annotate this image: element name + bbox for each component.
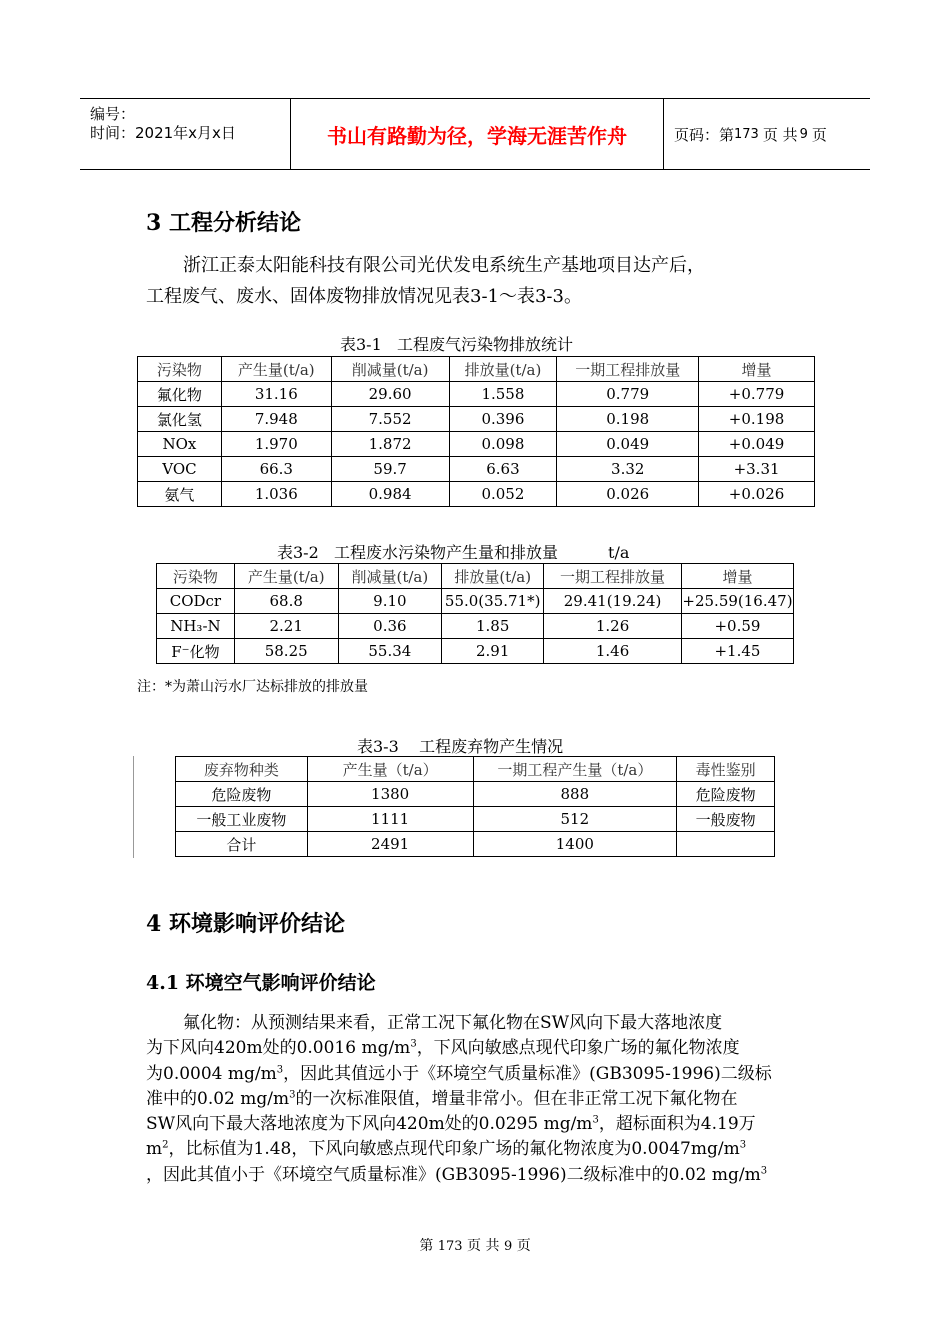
page-footer: 第 173 页 共 9 页	[419, 1238, 531, 1254]
table-3-3	[175, 756, 775, 857]
section-4-1-paragraph: 氟化物：从预测结果来看，正常工况下氟化物在SW风向下最大落地浓度 为下风向420m处的0.0016 $mg/m^3$，下风向敏感点现代印象广场的氟化物浓度 为0.0004 $mg/m^3$，因此其值远小于《环境空气质量标准》(GB3095-1996)二级标 准中的0.02 $mg/m^3$的一次标准限值，增量非常小。但在非正常工况下氟化物在 SW风向下最大落地浓度为下风向420m处的0.0295 $mg/m^3$，超标面积为4.19万 $m^2$，比标值为1.48，下风向敏感点现代印象广场的氟化物浓度为$0.0047mg/m^3$ ，因此其值小于《环境空气质量标准》(GB3095-1996)二级标准中的0.02 $mg/m^3$	[146, 1013, 772, 1185]
table-row: 氯化氢 7.948 7.552 0.396 0.198 +0.198	[138, 407, 815, 432]
table-header-row: 污染物 产生量(t/a) 削减量(t/a) 排放量(t/a) 一期工程排放量 增量	[138, 357, 815, 382]
table-row: 氟化物 31.16 29.60 1.558 0.779 +0.779	[138, 382, 815, 407]
table-row: NH₃-N 2.21 0.36 1.85 1.26 +0.59	[157, 614, 794, 639]
table-row: VOC 66.3 59.7 6.63 3.32 +3.31	[138, 457, 815, 482]
table-3-1-caption: 表3-1 工程废气污染物排放统计	[340, 335, 574, 354]
header-page-total: 9	[799, 126, 808, 142]
footer-page-total: 9	[503, 1239, 513, 1254]
table-row: 一般工业废物 1111 512 一般废物	[176, 807, 775, 832]
section-3-paragraph: 浙江正泰太阳能科技有限公司光伏发电系统生产基地项目达产后， 工程废气、废水、固体废物排放情况见表3-1～表3-3。	[146, 255, 705, 307]
table-3-2-unit: t/a	[608, 543, 630, 562]
table-3-2-caption: 表3-2 工程废水污染物产生量和排放量 t/a	[277, 543, 630, 562]
footer-page-number: 173	[437, 1239, 463, 1254]
section-3-title: 3 工程分析结论	[146, 210, 301, 236]
table-3-1	[137, 356, 815, 507]
table-3-2	[156, 563, 794, 664]
section-4-title: 4 环境影响评价结论	[146, 911, 345, 937]
table-row: NOx 1.970 1.872 0.098 0.049 +0.049	[138, 432, 815, 457]
header-page-number: 173	[734, 126, 759, 142]
section-4-1-title: 4.1 环境空气影响评价结论	[146, 972, 376, 994]
time-label: 时间：2021年x月x日	[90, 124, 236, 142]
header-page-info: 页码：第 173 页 共 9 页	[674, 125, 827, 144]
table-header-row: 废弃物种类 产生量（t/a） 一期工程产生量（t/a） 毒性鉴别	[176, 757, 775, 782]
table-row: CODcr 68.8 9.10 55.0(35.71*) 29.41(19.24) +25.59(16.47)	[157, 589, 794, 614]
table-row: 氨气 1.036 0.984 0.052 0.026 +0.026	[138, 482, 815, 507]
margin-line	[133, 756, 134, 858]
table-row: 危险废物 1380 888 危险废物	[176, 782, 775, 807]
table-header-row: 污染物 产生量(t/a) 削减量(t/a) 排放量(t/a) 一期工程排放量 增量	[157, 564, 794, 589]
table-3-2-note: 注：*为萧山污水厂达标排放的排放量	[137, 679, 368, 695]
page-header	[80, 98, 870, 170]
table-3-3-caption: 表3-3 工程废弃物产生情况	[357, 737, 564, 756]
header-motto: 书山有路勤为径，学海无涯苦作舟	[291, 99, 664, 169]
table-row: 合计 2491 1400	[176, 832, 775, 857]
table-row: F⁻化物 58.25 55.34 2.91 1.46 +1.45	[157, 639, 794, 664]
number-label: 编号：	[90, 105, 136, 123]
header-info	[80, 99, 291, 169]
